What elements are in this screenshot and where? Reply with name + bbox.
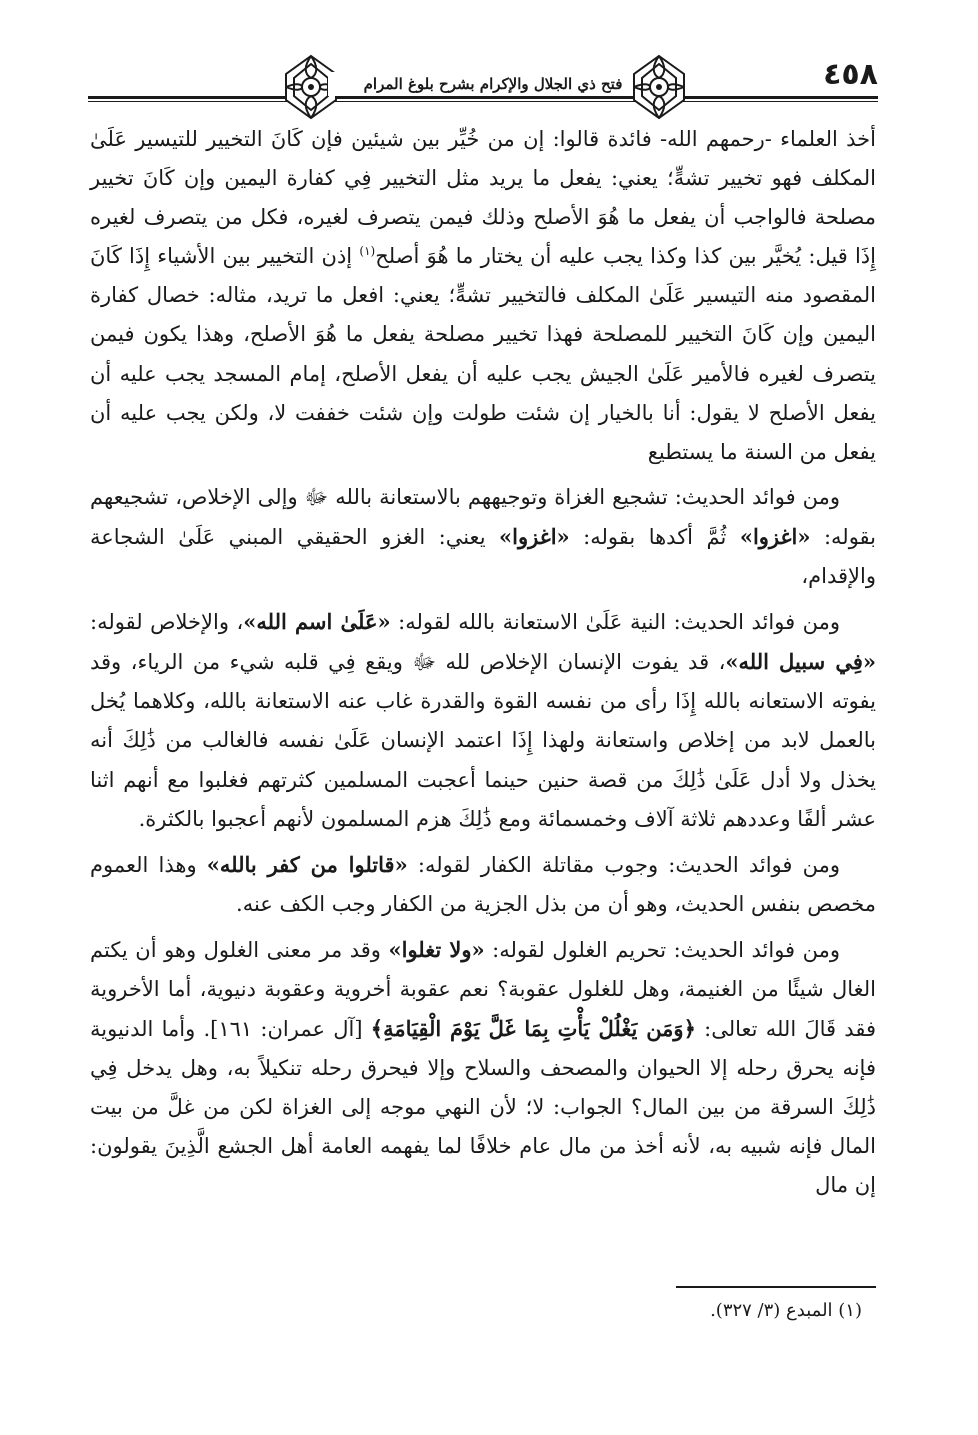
page-number: ٤٥٨ <box>823 57 878 92</box>
body-text <box>90 120 876 1250</box>
hadith-quote: «عَلَىٰ اسم الله» <box>243 609 391 635</box>
paragraph-5-text-c: . وأما الدنيوية فإنه يحرق رحله إلا الحيوان والمصحف والسلاح وإلا فيحرق رحله تنكيلاً به، وهل يدخل فِي ذَٰلِكَ السرقة من بين المال؟ الجواب: لا؛ لأن النهي موجه إلى الغزاة لكن من غلَّ من بيت المال فإنه شبيه به، لأنه أخذ من مال عام خلافًا لما يفهمه العامة أهل الجشع الَّذِينَ يقولون: إن مال <box>90 1017 876 1198</box>
paragraph-3-text-b: ، والإخلاص لقوله: <box>90 610 244 635</box>
paragraph-1-continued: إذن التخيير بين الأشياء إِذَا كَانَ المقصود منه التيسير عَلَىٰ المكلف فالتخيير تشهٍّ؛ يعني: افعل ما تريد، مثاله: خصال كفارة اليمين وإن كَانَ التخيير للمصلحة فهذا تخيير مصلحة يفعل ما هُوَ الأصلح، وهذا يكون فيمن يتصرف لغيره فالأمير عَلَىٰ الجيش يجب عليه أن يفعل الأصلح، إمام المسجد يجب عليه أن يفعل الأصلح لا يقول: أنا بالخيار إن شئت طولت وإن شئت خففت لا، ولكن يجب عليه أن يفعل من السنة ما يستطيع <box>90 244 876 464</box>
paragraph-3-text-a: النية عَلَىٰ الاستعانة بالله لقوله: <box>390 610 674 635</box>
paragraph-2-text-c: يعني: الغزو الحقيقي المبني عَلَىٰ الشجاعة والإقدام، <box>90 524 876 589</box>
paragraph-1 <box>90 120 876 472</box>
paragraph-5-text-b: وقد مر معنى الغلول وهو أن يكتم الغال شيئًا من الغنيمة، وهل للغلول عقوبة؟ نعم عقوبة أخروية وعقوبة دنيوية، أما الأخروية فقد قَالَ الله تعالى: <box>90 937 876 1042</box>
book-title: فتح ذي الجلال والإكرام بشرح بلوغ المرام <box>328 72 658 96</box>
hadith-quote: «اغزوا» <box>499 523 570 549</box>
paragraph-3-heading: ومن فوائد الحديث: <box>673 610 840 635</box>
quran-verse: ﴿وَمَن يَغْلُلْ يَأْتِ بِمَا غَلَّ يَوْمَ الْقِيَامَةِ﴾ <box>370 1016 696 1042</box>
paragraph-4 <box>90 845 876 924</box>
paragraph-4-text-b: وهذا العموم مخصص بنفس الحديث، وهو أن من بذل الجزية من الكفار وجب الكف عنه. <box>90 852 876 916</box>
hadith-quote: «فِي سبيل الله» <box>725 649 877 675</box>
paragraph-4-text-a: وجوب مقاتلة الكفار لقوله: <box>407 852 669 877</box>
paragraph-5-text-a: تحريم الغلول لقوله: <box>484 937 674 962</box>
paragraph-2-text-a: تشجيع الغزاة وتوجيههم بالاستعانة بالله ﷻ وإلى الإخلاص، تشجيعهم بقوله: <box>90 484 877 549</box>
hadith-quote: «ولا تغلوا» <box>388 936 485 962</box>
footnote-ref: (١) <box>359 244 376 259</box>
paragraph-5 <box>90 930 876 1206</box>
footnote: (١) المبدع (٣/ ٣٢٧). <box>710 1300 862 1321</box>
hadith-quote: «قاتلوا من كفر بالله» <box>206 851 408 877</box>
footnote-rule <box>676 1286 876 1288</box>
paragraph-2 <box>90 478 876 596</box>
page-header <box>88 52 878 122</box>
paragraph-1-text: أخذ العلماء -رحمهم الله- فائدة قالوا: إن من خُيِّر بين شيئين فإن كَانَ التخيير للتيسير عَلَىٰ المكلف فهو تخيير تشهٍّ؛ يعني: يفعل ما يريد مثل التخيير فِي كفارة اليمين وإن كَانَ تخيير مصلحة فالواجب أن يفعل ما هُوَ الأصلح وذلك فيمن يتصرف لغيره، فكل من يتصرف لغيره إِذَا قيل: يُخيَّر بين كذا وكذا يجب عليه أن يختار ما هُوَ أصلح <box>90 127 876 269</box>
ornament-right-icon <box>624 52 694 122</box>
header-rule-thin <box>88 101 878 102</box>
paragraph-3-text-c: ، قد يفوت الإنسان الإخلاص لله ﷻ ويقع فِي قلبه شيء من الرياء، وقد يفوته الاستعانه بالله إِذَا رأى من نفسه القوة والقدرة غاب عنه الاستعانة بالله، وكلاهما يُخل بالعمل لابد من إخلاص واستعانة ولهذا إِذَا اعتمد الإنسان عَلَىٰ نفسه فالغالب من ذَٰلِكَ أنه يخذل ولا أدل عَلَىٰ ذَٰلِكَ من قصة حنين حينما أعجبت المسلمين كثرتهم فغلبوا مع أنهم اثنا عشر ألفًا وعددهم ثلاثة آلاف وخمسمائة ومع ذَٰلِكَ هزم المسلمون لأنهم أعجبوا بالكثرة. <box>90 650 876 831</box>
header-rule <box>88 96 878 99</box>
paragraph-3 <box>90 602 876 839</box>
paragraph-2-heading: ومن فوائد الحديث: <box>674 484 840 509</box>
paragraph-5-heading: ومن فوائد الحديث: <box>673 937 840 962</box>
paragraph-4-heading: ومن فوائد الحديث: <box>668 852 840 877</box>
verse-citation: [آل عمران: ١٦١] <box>210 1017 371 1042</box>
hadith-quote: «اغزوا» <box>739 523 811 549</box>
paragraph-2-text-b: ثُمَّ أكدها بقوله: <box>569 524 740 549</box>
